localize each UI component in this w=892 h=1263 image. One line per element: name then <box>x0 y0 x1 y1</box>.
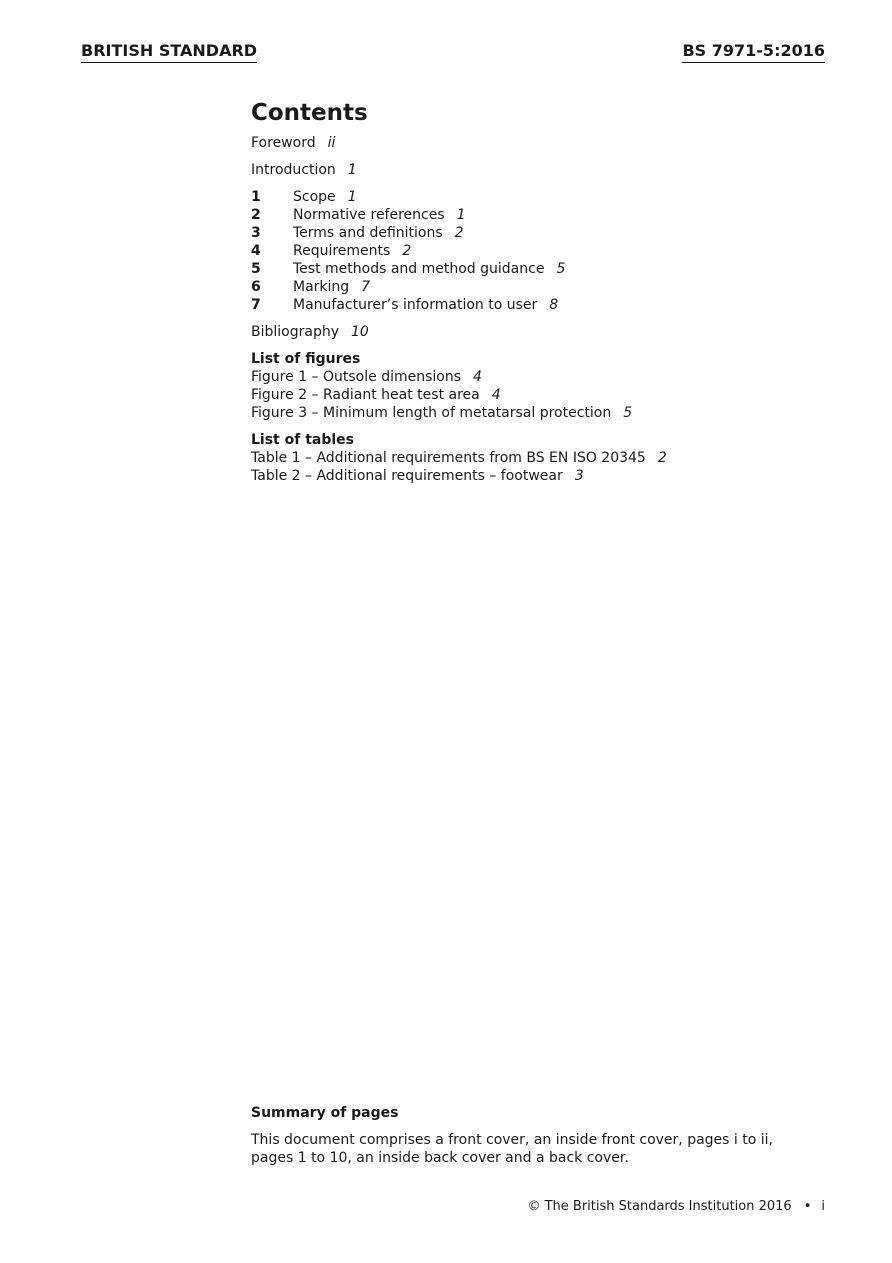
toc-figure-2[interactable] <box>251 386 831 404</box>
clause-number: 2 <box>251 207 261 223</box>
table-label: Table 2 – Additional requirements – footwear <box>251 468 563 484</box>
toc-entry-label: Foreword <box>251 135 316 151</box>
bullet-separator-icon: • <box>803 1199 812 1214</box>
list-of-figures <box>251 350 831 422</box>
toc-clause-5[interactable] <box>251 260 831 278</box>
figure-page: 5 <box>623 405 633 421</box>
toc-entry-page: 10 <box>351 324 369 340</box>
clause-number: 5 <box>251 261 261 277</box>
clause-number: 3 <box>251 225 261 241</box>
clause-page: 2 <box>402 243 412 259</box>
header-standard-label: BRITISH STANDARD <box>81 41 257 63</box>
page-title: Contents <box>251 100 368 126</box>
clause-label: Manufacturer’s information to user <box>293 297 538 313</box>
clause-label: Test methods and method guidance <box>293 261 545 277</box>
header-document-number: BS 7971-5:2016 <box>682 41 825 63</box>
summary-of-pages <box>251 1104 811 1167</box>
toc-clause-7[interactable] <box>251 296 831 314</box>
page-footer <box>527 1198 825 1216</box>
toc-entry-page: 1 <box>347 162 357 178</box>
toc-clause-3[interactable] <box>251 224 831 242</box>
toc-entry-introduction[interactable] <box>251 161 831 179</box>
figure-page: 4 <box>491 387 501 403</box>
clause-label: Normative references <box>293 207 445 223</box>
figure-label: Figure 3 – Minimum length of metatarsal protection <box>251 405 612 421</box>
clause-number: 7 <box>251 297 261 313</box>
toc-figure-3[interactable] <box>251 404 831 422</box>
figure-label: Figure 2 – Radiant heat test area <box>251 387 480 403</box>
clause-page: 8 <box>549 297 559 313</box>
toc-entry-page: ii <box>327 135 336 151</box>
toc-clause-4[interactable] <box>251 242 831 260</box>
toc-clause-1[interactable] <box>251 188 831 206</box>
clause-number: 4 <box>251 243 261 259</box>
clause-page: 2 <box>454 225 464 241</box>
list-of-figures-heading: List of figures <box>251 351 361 367</box>
toc-clause-6[interactable] <box>251 278 831 296</box>
toc-entry-label: Introduction <box>251 162 336 178</box>
toc-entry-foreword[interactable] <box>251 134 831 152</box>
clause-number: 6 <box>251 279 261 295</box>
list-of-tables <box>251 431 831 485</box>
summary-heading: Summary of pages <box>251 1105 399 1121</box>
figure-label: Figure 1 – Outsole dimensions <box>251 369 462 385</box>
list-of-tables-heading: List of tables <box>251 432 354 448</box>
toc-entry-label: Bibliography <box>251 324 339 340</box>
clause-page: 7 <box>361 279 371 295</box>
toc-clause-2[interactable] <box>251 206 831 224</box>
clause-label: Marking <box>293 279 350 295</box>
clause-number: 1 <box>251 189 261 205</box>
contents-section <box>251 98 831 494</box>
clause-label: Requirements <box>293 243 391 259</box>
summary-text: This document comprises a front cover, an inside front cover, pages i to ii, pages 1 to 10, an inside back cover and a back cover. <box>251 1132 773 1166</box>
clause-label: Scope <box>293 189 336 205</box>
toc-figure-1[interactable] <box>251 368 831 386</box>
copyright-notice: © The British Standards Institution 2016 <box>527 1199 792 1214</box>
table-label: Table 1 – Additional requirements from BS EN ISO 20345 <box>251 450 646 466</box>
clause-page: 5 <box>556 261 566 277</box>
toc-table-2[interactable] <box>251 467 831 485</box>
table-page: 2 <box>657 450 667 466</box>
toc-entry-bibliography[interactable] <box>251 323 831 341</box>
toc-clause-list <box>251 188 831 314</box>
clause-label: Terms and definitions <box>293 225 443 241</box>
page-number: i <box>821 1199 825 1214</box>
figure-page: 4 <box>473 369 482 385</box>
toc-table-1[interactable] <box>251 449 831 467</box>
clause-page: 1 <box>347 189 357 205</box>
table-page: 3 <box>574 468 584 484</box>
clause-page: 1 <box>456 207 466 223</box>
